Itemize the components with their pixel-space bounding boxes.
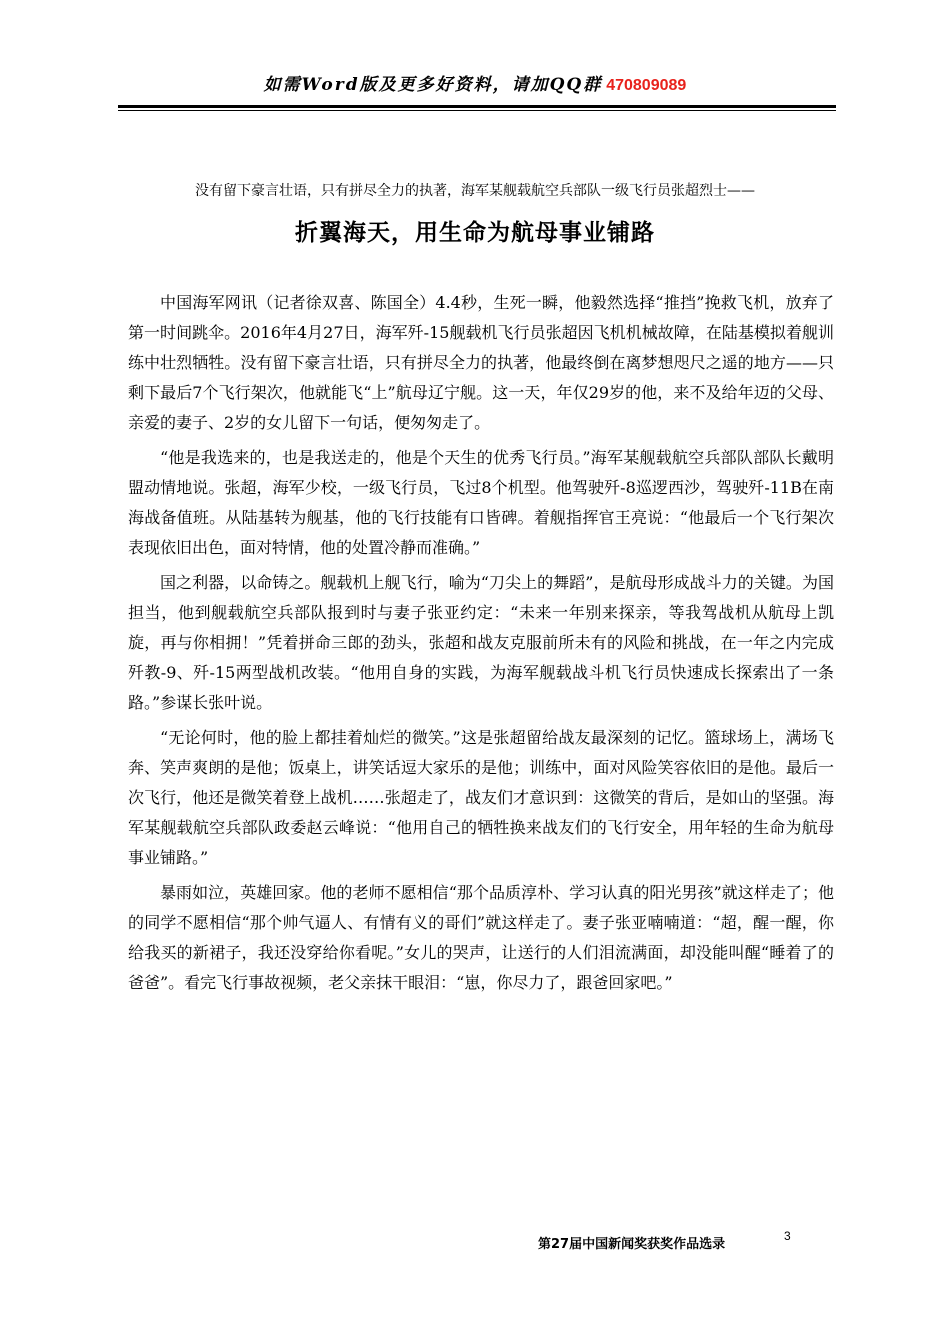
header-rule-thin (118, 110, 836, 111)
paragraph-4: “无论何时，他的脸上都挂着灿烂的微笑。”这是张超留给战友最深刻的记忆。篮球场上，满场飞奔、笑声爽朗的是他；饭桌上，讲笑话逗大家乐的是他；训练中，面对风险笑容依旧的是他。最后一次飞行，他还是微笑着登上战机……张超走了，战友们才意识到：这微笑的背后，是如山的坚强。海军某舰载航空兵部队政委赵云峰说：“他用自己的牺牲换来战友们的飞行安全，用年轻的生命为航母事业铺路。” (128, 728, 834, 867)
footer-collection-title: 第27届中国新闻奖获奖作品选录 (538, 1237, 726, 1252)
header-rule-thick (118, 105, 836, 108)
article-subtitle: 没有留下豪言壮语，只有拼尽全力的执著，海军某舰载航空兵部队一级飞行员张超烈士—— (195, 183, 755, 199)
paragraph-1: 中国海军网讯（记者徐双喜、陈国全）4.4秒，生死一瞬，他毅然选择“推挡”挽救飞机，放弃了第一时间跳伞。2016年4月27日，海军歼-15舰载机飞行员张超因飞机机械故障，在陆基模拟着舰训练中壮烈牺牲。没有留下豪言壮语，只有拼尽全力的执著，他最终倒在离梦想咫尺之遥的地方——只剩下最后7个飞行架次，他就能飞“上”航母辽宁舰。这一天，年仅29岁的他，来不及给年迈的父母、亲爱的妻子、2岁的女儿留下一句话，便匆匆走了。 (128, 293, 834, 432)
paragraph-3: 国之利器，以命铸之。舰载机上舰飞行，喻为“刀尖上的舞蹈”，是航母形成战斗力的关键。为国担当，他到舰载航空兵部队报到时与妻子张亚约定：“未来一年别来探亲，等我驾战机从航母上凯旋，再与你相拥！”凭着拼命三郎的劲头，张超和战友克服前所未有的风险和挑战，在一年之内完成歼教-9、歼-15两型战机改装。“他用自身的实践，为海军舰载战斗机飞行员快速成长探索出了一条路。”参谋长张叶说。 (128, 573, 834, 712)
paragraph-5: 暴雨如泣，英雄回家。他的老师不愿相信“那个品质淳朴、学习认真的阳光男孩”就这样走了；他的同学不愿相信“那个帅气逼人、有情有义的哥们”就这样走了。妻子张亚喃喃道：“超，醒一醒，你给我买的新裙子，我还没穿给你看呢。”女儿的哭声，让送行的人们泪流满面，却没能叫醒“睡着了的爸爸”。看完飞行事故视频，老父亲抹干眼泪：“崽，你尽力了，跟爸回家吧。” (128, 883, 834, 992)
article-body (128, 288, 834, 1003)
page-number: 3 (784, 1229, 791, 1243)
paragraph-2: “他是我选来的，也是我送走的，他是个天生的优秀飞行员。”海军某舰载航空兵部队部队长戴明盟动情地说。张超，海军少校，一级飞行员，飞过8个机型。他驾驶歼-8巡逻西沙，驾驶歼-11B在南海战备值班。从陆基转为舰基，他的飞行技能有口皆碑。着舰指挥官王亮说：“他最后一个飞行架次表现依旧出色，面对特情，他的处置冷静而准确。” (128, 448, 834, 557)
page-header (0, 70, 950, 95)
qq-number: 470809089 (606, 77, 687, 94)
header-text: 如需Word版及更多好资料，请加QQ群 (263, 75, 603, 95)
article-title: 折翼海天，用生命为航母事业铺路 (295, 220, 655, 246)
